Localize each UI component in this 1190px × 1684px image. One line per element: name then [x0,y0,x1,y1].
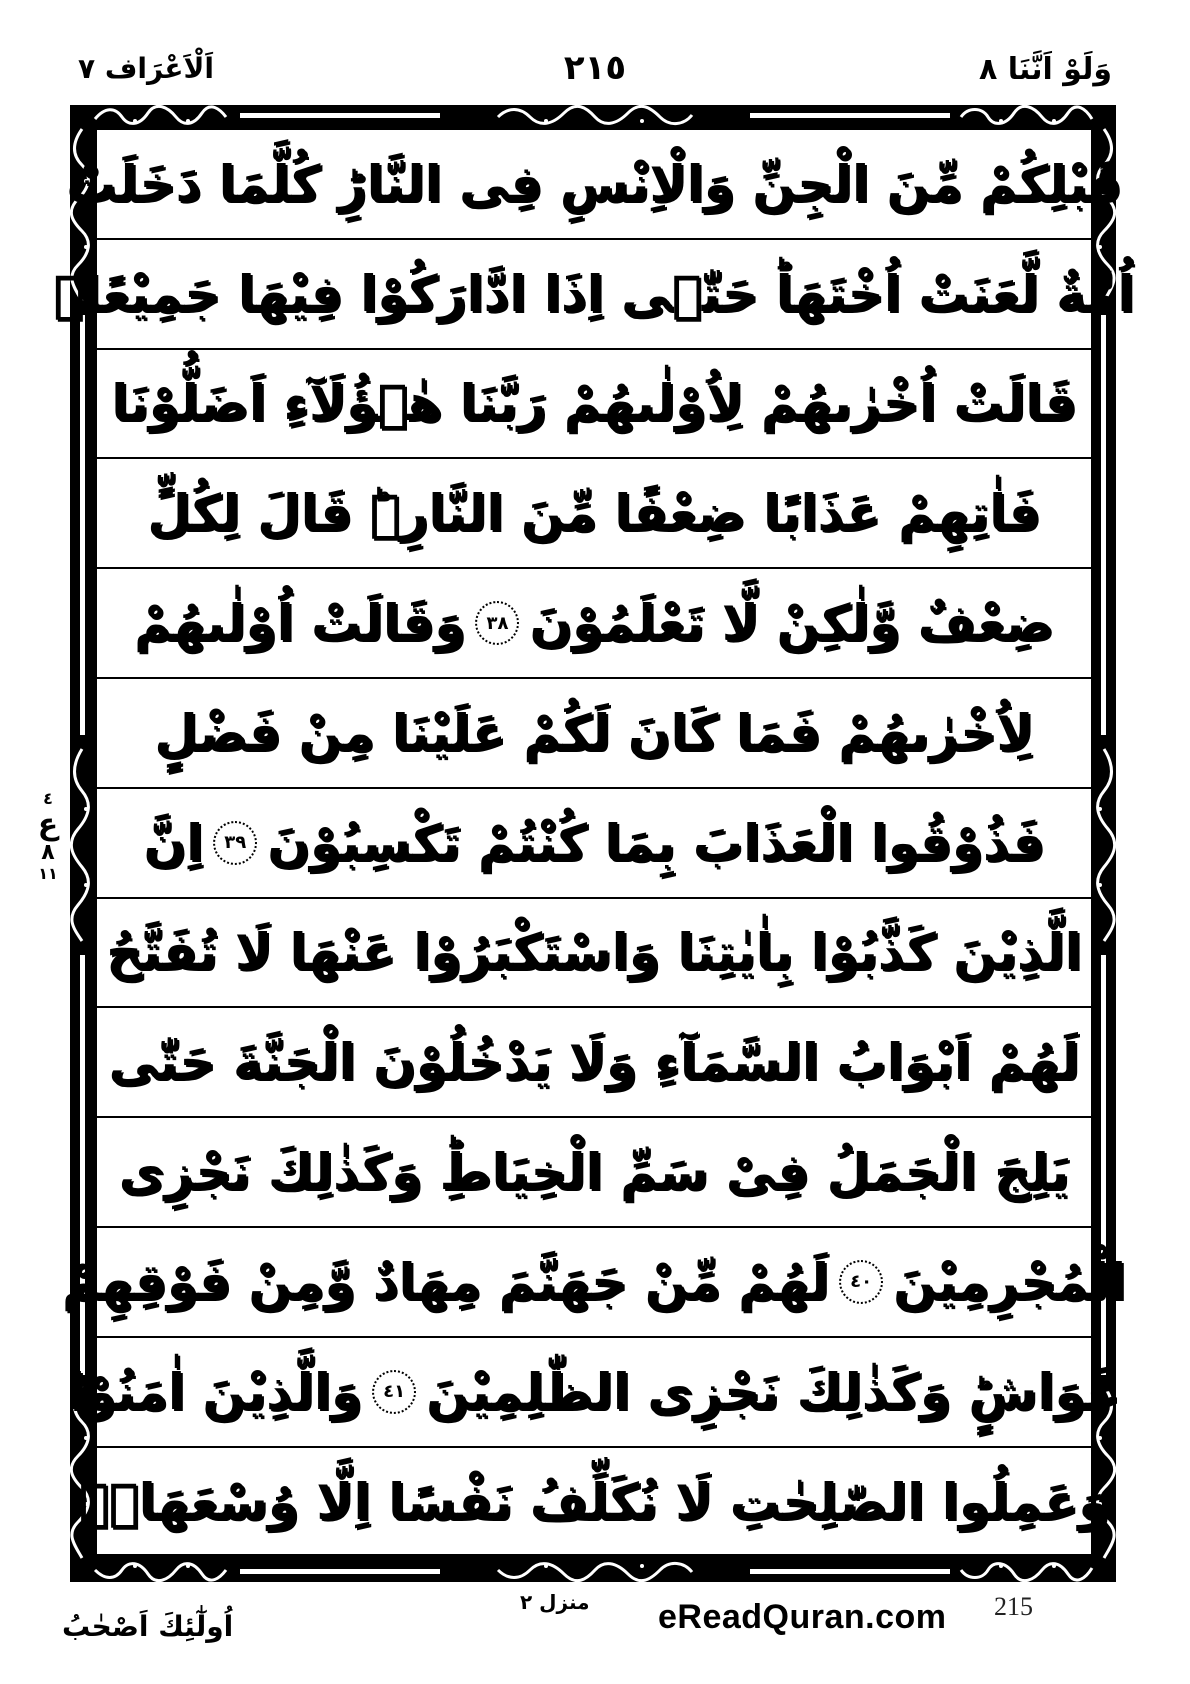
line-text-after: لَهُمْ مِّنْ جَهَنَّمَ مِهَادٌ وَّمِنْ فَوْقِهِمْ [61,1252,830,1311]
vine-ornament-icon [490,105,700,127]
border-rail [1101,955,1106,1375]
ruku-symbol: ع [37,806,59,842]
page-number-arabic: ٢١٥ [563,48,627,88]
line-text: قَبْلِكُمْ مِّنَ الْجِنِّ وَالْاِنْسِ فِی النَّارِؕ كُلَّمَا دَخَلَتْ [66,154,1122,213]
line-text [143,814,1044,872]
juz-name: وَلَوْ اَنَّنَا ٨ [979,52,1112,87]
vine-ornament-icon [956,1560,1096,1582]
text-line-5 [97,569,1091,679]
border-rail [240,1569,440,1574]
line-text: وَعَمِلُوا الصّٰلِحٰتِ لَا نُكَلِّفُ نَفْسًا اِلَّا وُسْعَهَاۤ٘ [78,1472,1110,1531]
border-rail [80,955,85,1375]
border-rail [80,315,85,735]
border-rail [750,1569,950,1574]
text-line-1 [66,130,1122,240]
line-text: لِاُخْرٰىهُمْ فَمَا كَانَ لَكُمْ عَلَیْنَا مِنْ فَضْلٍ [154,703,1034,762]
manzil-label: منزل ٢ [520,1590,590,1614]
line-text: فَاٰتِهِمْ عَذَابًا ضِعْفًا مِّنَ النَّارِ۬ؕ قَالَ لِكُلٍّ [147,484,1041,543]
text-line-9 [97,1008,1091,1118]
text-line-13 [78,1448,1110,1556]
text-line-6 [97,679,1091,789]
line-text: الَّذِیْنَ كَذَّبُوْا بِاٰیٰتِنَا وَاسْتَكْبَرُوْا عَنْهَا لَا تُفَتَّحُ [106,923,1082,982]
line-text-before: فَذُوْقُوا الْعَذَابَ بِمَا كُنْتُمْ تَكْسِبُوْنَ [267,813,1045,872]
line-text: لَهُمْ اَبْوَابُ السَّمَآءِ وَلَا یَدْخُلُوْنَ الْجَنَّةَ حَتّٰی [108,1033,1080,1092]
surah-name: اَلْاَعْرَاف ٧ [78,52,214,85]
text-line-10 [97,1118,1091,1228]
vine-ornament-icon [490,1560,700,1582]
ayah-number-marker: ٣٩ [213,821,257,865]
ruku-number: ٨ [41,839,55,865]
line-text-after: اِنَّ [143,813,204,872]
catchword: اُولٰٓئِكَ اَصْحٰبُ [62,1610,234,1643]
vine-ornament-icon [90,1560,230,1582]
ruku-sub: ٤ [43,789,53,808]
line-text: اُمَّةٌ لَّعَنَتْ اُخْتَهَاؕ حَتّٰۤی اِذَا ادَّارَكُوْا فِیْهَا جَمِیْعًاۙ [53,264,1135,323]
site-watermark: eReadQuran.com [658,1598,947,1636]
line-text [134,594,1054,652]
text-line-8 [97,899,1091,1009]
border-rail [750,113,950,118]
page-number: 215 [994,1592,1033,1621]
line-text: قَالَتْ اُخْرٰىهُمْ لِاُوْلٰىهُمْ رَبَّنَا هٰۤؤُلَآءِ اَضَلُّوْنَا [111,374,1077,433]
border-rail [1101,315,1106,735]
line-text [62,1253,1126,1311]
vine-ornament-icon [1094,745,1116,945]
line-text-before: ضِعْفٌ وَّلٰكِنْ لَّا تَعْلَمُوْنَ [529,594,1054,653]
line-text [68,1363,1120,1421]
ruku-count: ١١ [38,863,58,883]
line-text-before: الْمُجْرِمِیْنَ [893,1252,1127,1311]
vine-ornament-icon [70,745,92,945]
line-text-after: وَالَّذِیْنَ اٰمَنُوْا [68,1362,363,1421]
vine-ornament-icon [90,105,230,127]
text-line-11 [61,1228,1127,1338]
text-block [53,128,1135,1556]
text-line-3 [97,350,1091,460]
ayah-number-marker: ٣٨ [475,601,519,645]
line-text-before: غَوَاشٍؕ وَكَذٰلِكَ نَجْزِی الظّٰلِمِیْنَ [426,1362,1120,1421]
line-text: یَلِجَ الْجَمَلُ فِیْ سَمِّ الْخِیَاطِؕ وَكَذٰلِكَ نَجْزِی [118,1143,1070,1202]
border-rail [240,113,440,118]
vine-ornament-icon [956,105,1096,127]
text-line-12 [68,1338,1120,1448]
line-text-after: وَقَالَتْ اُوْلٰىهُمْ [134,594,466,653]
ruku-margin-mark [28,790,68,882]
text-line-2 [53,240,1135,350]
ayah-number-marker: ٤٠ [839,1260,883,1304]
text-line-7 [97,789,1091,899]
text-line-4 [97,459,1091,569]
ayah-number-marker: ٤١ [372,1370,416,1414]
